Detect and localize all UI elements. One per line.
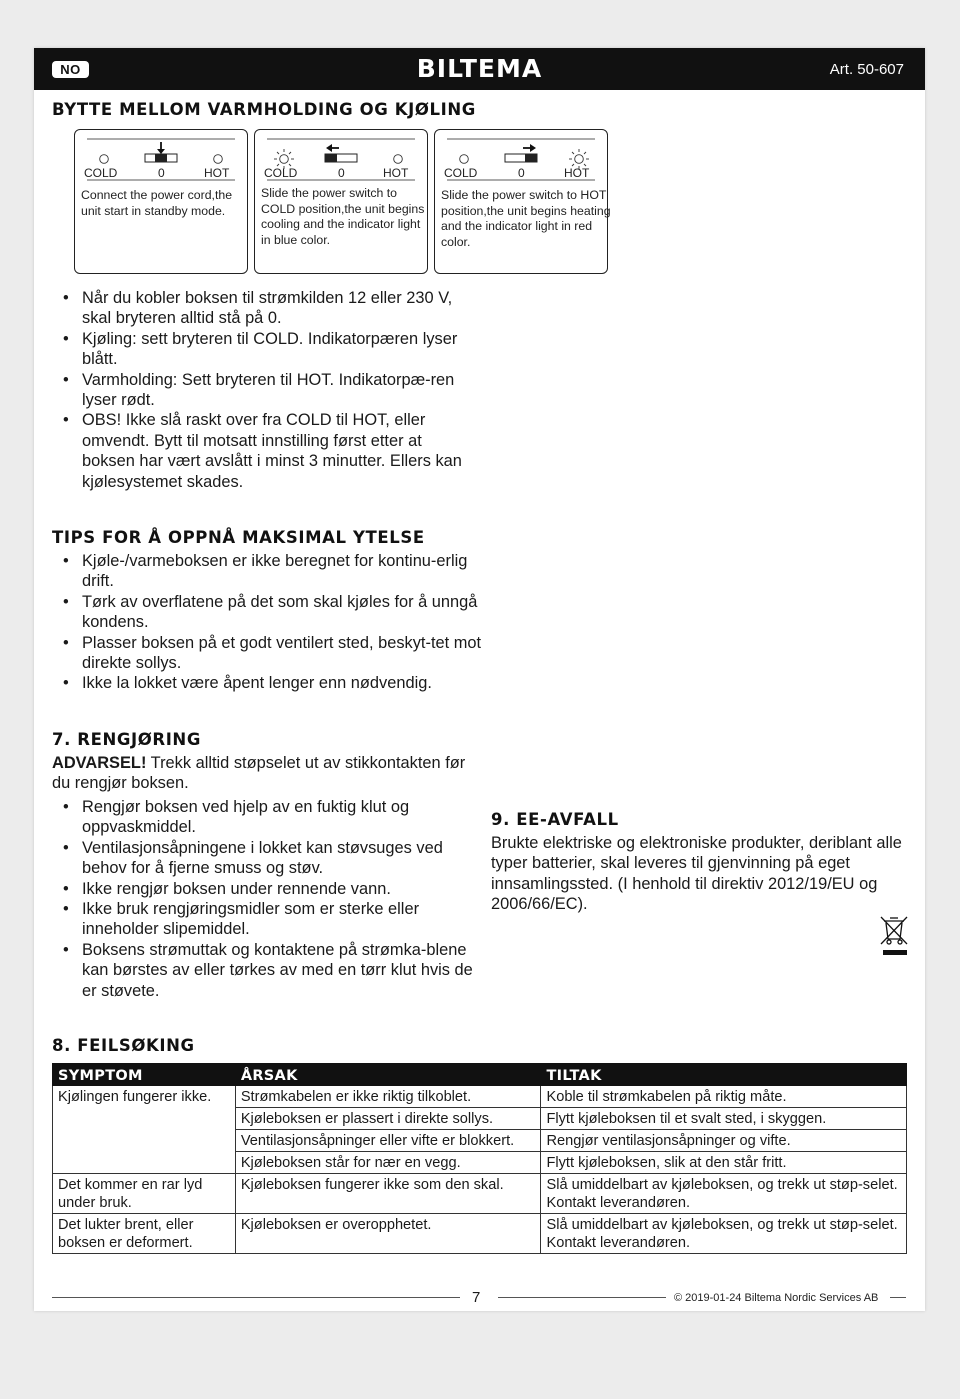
language-badge: NO xyxy=(52,61,89,78)
crossed-out-wheelie-bin-icon xyxy=(878,914,910,960)
list-item: • Tørk av overflatene på det som skal kjøles for å unngå kondens. xyxy=(63,592,483,633)
switch-diagram-standby xyxy=(74,129,248,274)
brand-logo: BILTEMA xyxy=(416,54,543,83)
waste-title: 9. EE-AVFALL xyxy=(491,810,619,829)
table-row xyxy=(53,1086,907,1108)
table-row xyxy=(53,1214,907,1254)
cause-cell: Kjøleboksen er overopphetet. xyxy=(235,1214,541,1254)
symptom-cell: Kjølingen fungerer ikke. xyxy=(53,1086,236,1174)
cause-cell: Strømkabelen er ikke riktig tilkoblet. xyxy=(235,1086,541,1108)
cause-cell: Kjøleboksen står for nær en vegg. xyxy=(235,1152,541,1174)
column-header-cause: ÅRSAK xyxy=(235,1064,541,1086)
tips-title: TIPS FOR Å OPPNÅ MAKSIMAL YTELSE xyxy=(52,528,425,547)
list-item: • Ventilasjonsåpningene i lokket kan støvsuges ved behov for å fjerne smuss og støv. xyxy=(63,838,483,879)
cleaning-title: 7. RENGJØRING xyxy=(52,730,201,749)
warning-label: ADVARSEL! xyxy=(52,754,147,772)
cause-cell: Ventilasjonsåpninger eller vifte er blokkert. xyxy=(235,1130,541,1152)
article-number: Art. 50-607 xyxy=(829,61,904,78)
svg-text:0: 0 xyxy=(518,166,525,180)
list-item: • Ikke bruk rengjøringsmidler som er sterke eller inneholder slipemiddel. xyxy=(63,899,483,940)
action-cell: Flytt kjøleboksen, slik at den står fritt. xyxy=(541,1152,907,1174)
header-bar xyxy=(34,48,925,90)
switch-diagram-hot xyxy=(434,129,611,274)
switch-diagram-cold xyxy=(254,129,428,274)
table-header-row xyxy=(53,1064,907,1086)
list-item: • Varmholding: Sett bryteren til HOT. Indikatorpæ-ren lyser rødt. xyxy=(63,370,473,411)
cleaning-bullet-list xyxy=(63,797,483,1001)
page-number: 7 xyxy=(472,1289,481,1306)
action-cell: Rengjør ventilasjonsåpninger og vifte. xyxy=(541,1130,907,1152)
svg-text:COLD: COLD xyxy=(84,166,118,180)
footer-divider xyxy=(890,1297,906,1298)
list-item: • Ikke rengjør boksen under rennende vann. xyxy=(63,879,483,899)
page-footer xyxy=(34,1288,925,1308)
svg-text:0: 0 xyxy=(338,166,345,180)
warning-text: Trekk alltid støpselet ut av stikkontakten før du rengjør boksen. xyxy=(52,754,466,793)
manual-page xyxy=(34,48,925,1311)
list-item: • Kjøle-/varmeboksen er ikke beregnet for kontinu-erlig drift. xyxy=(63,551,483,592)
svg-text:HOT: HOT xyxy=(204,166,230,180)
action-cell: Slå umiddelbart av kjøleboksen, og trekk ut støp-selet. Kontakt leverandøren. xyxy=(541,1174,907,1214)
cause-cell: Kjøleboksen er plassert i direkte sollys. xyxy=(235,1108,541,1130)
column-header-action: TILTAK xyxy=(541,1064,907,1086)
copyright-text: © 2019-01-24 Biltema Nordic Services AB xyxy=(674,1292,879,1304)
switch-section-title: BYTTE MELLOM VARMHOLDING OG KJØLING xyxy=(52,100,476,119)
tips-bullet-list xyxy=(63,551,483,694)
slide-switch-icon xyxy=(255,130,429,190)
action-cell: Koble til strømkabelen på riktig måte. xyxy=(541,1086,907,1108)
list-item: • OBS! Ikke slå raskt over fra COLD til HOT, eller omvendt. Bytt til motsatt innstilling først etter at boksen har vært avslått i minst 3 minutter. Ellers kan kjølesystemet skades. xyxy=(63,410,473,492)
action-cell: Slå umiddelbart av kjøleboksen, og trekk ut støp-selet. Kontakt leverandøren. xyxy=(541,1214,907,1254)
cause-cell: Kjøleboksen fungerer ikke som den skal. xyxy=(235,1174,541,1214)
list-item: • Plasser boksen på et godt ventilert sted, beskyt-tet mot direkte sollys. xyxy=(63,633,483,674)
list-item: • Ikke la lokket være åpent lenger enn nødvendig. xyxy=(63,673,483,693)
symptom-cell: Det kommer en rar lyd under bruk. xyxy=(53,1174,236,1214)
diagram-caption: Slide the power switch to COLD position,the unit begins cooling and the indicator light in blue color. xyxy=(261,186,425,247)
svg-text:0: 0 xyxy=(158,166,165,180)
switch-bullet-list xyxy=(63,288,473,492)
troubleshooting-title: 8. FEILSØKING xyxy=(52,1036,195,1055)
diagram-caption: Slide the power switch to HOT position,the unit begins heating and the indicator light in red color. xyxy=(441,188,611,249)
symptom-cell: Det lukter brent, eller boksen er deformert. xyxy=(53,1214,236,1254)
footer-divider xyxy=(498,1297,666,1298)
svg-text:HOT: HOT xyxy=(564,166,590,180)
waste-text: Brukte elektriske og elektroniske produkter, deriblant alle typer batterier, skal leveres til gjenvinning på eget innsamlingssted. (I henhold til direktiv 2012/19/EU og 2006/66/EC). xyxy=(491,834,902,914)
list-item: • Rengjør boksen ved hjelp av en fuktig klut og oppvaskmiddel. xyxy=(63,797,483,838)
footer-divider xyxy=(52,1297,460,1298)
svg-text:COLD: COLD xyxy=(444,166,478,180)
svg-text:HOT: HOT xyxy=(383,166,409,180)
slide-switch-icon xyxy=(75,130,249,190)
troubleshooting-table xyxy=(52,1063,907,1254)
column-header-symptom: SYMPTOM xyxy=(53,1064,236,1086)
svg-text:COLD: COLD xyxy=(264,166,298,180)
list-item: • Kjøling: sett bryteren til COLD. Indikatorpæren lyser blått. xyxy=(63,329,473,370)
cleaning-warning xyxy=(52,753,472,794)
action-cell: Flytt kjøleboksen til et svalt sted, i skyggen. xyxy=(541,1108,907,1130)
diagram-caption: Connect the power cord,the unit start in standby mode. xyxy=(81,188,233,218)
list-item: • Boksens strømuttak og kontaktene på strømka-blene kan børstes av eller tørkes av med en tørr klut hvis de er støvete. xyxy=(63,940,483,1001)
table-row xyxy=(53,1174,907,1214)
list-item: • Når du kobler boksen til strømkilden 12 eller 230 V, skal bryteren alltid stå på 0. xyxy=(63,288,473,329)
slide-switch-icon xyxy=(435,130,609,190)
